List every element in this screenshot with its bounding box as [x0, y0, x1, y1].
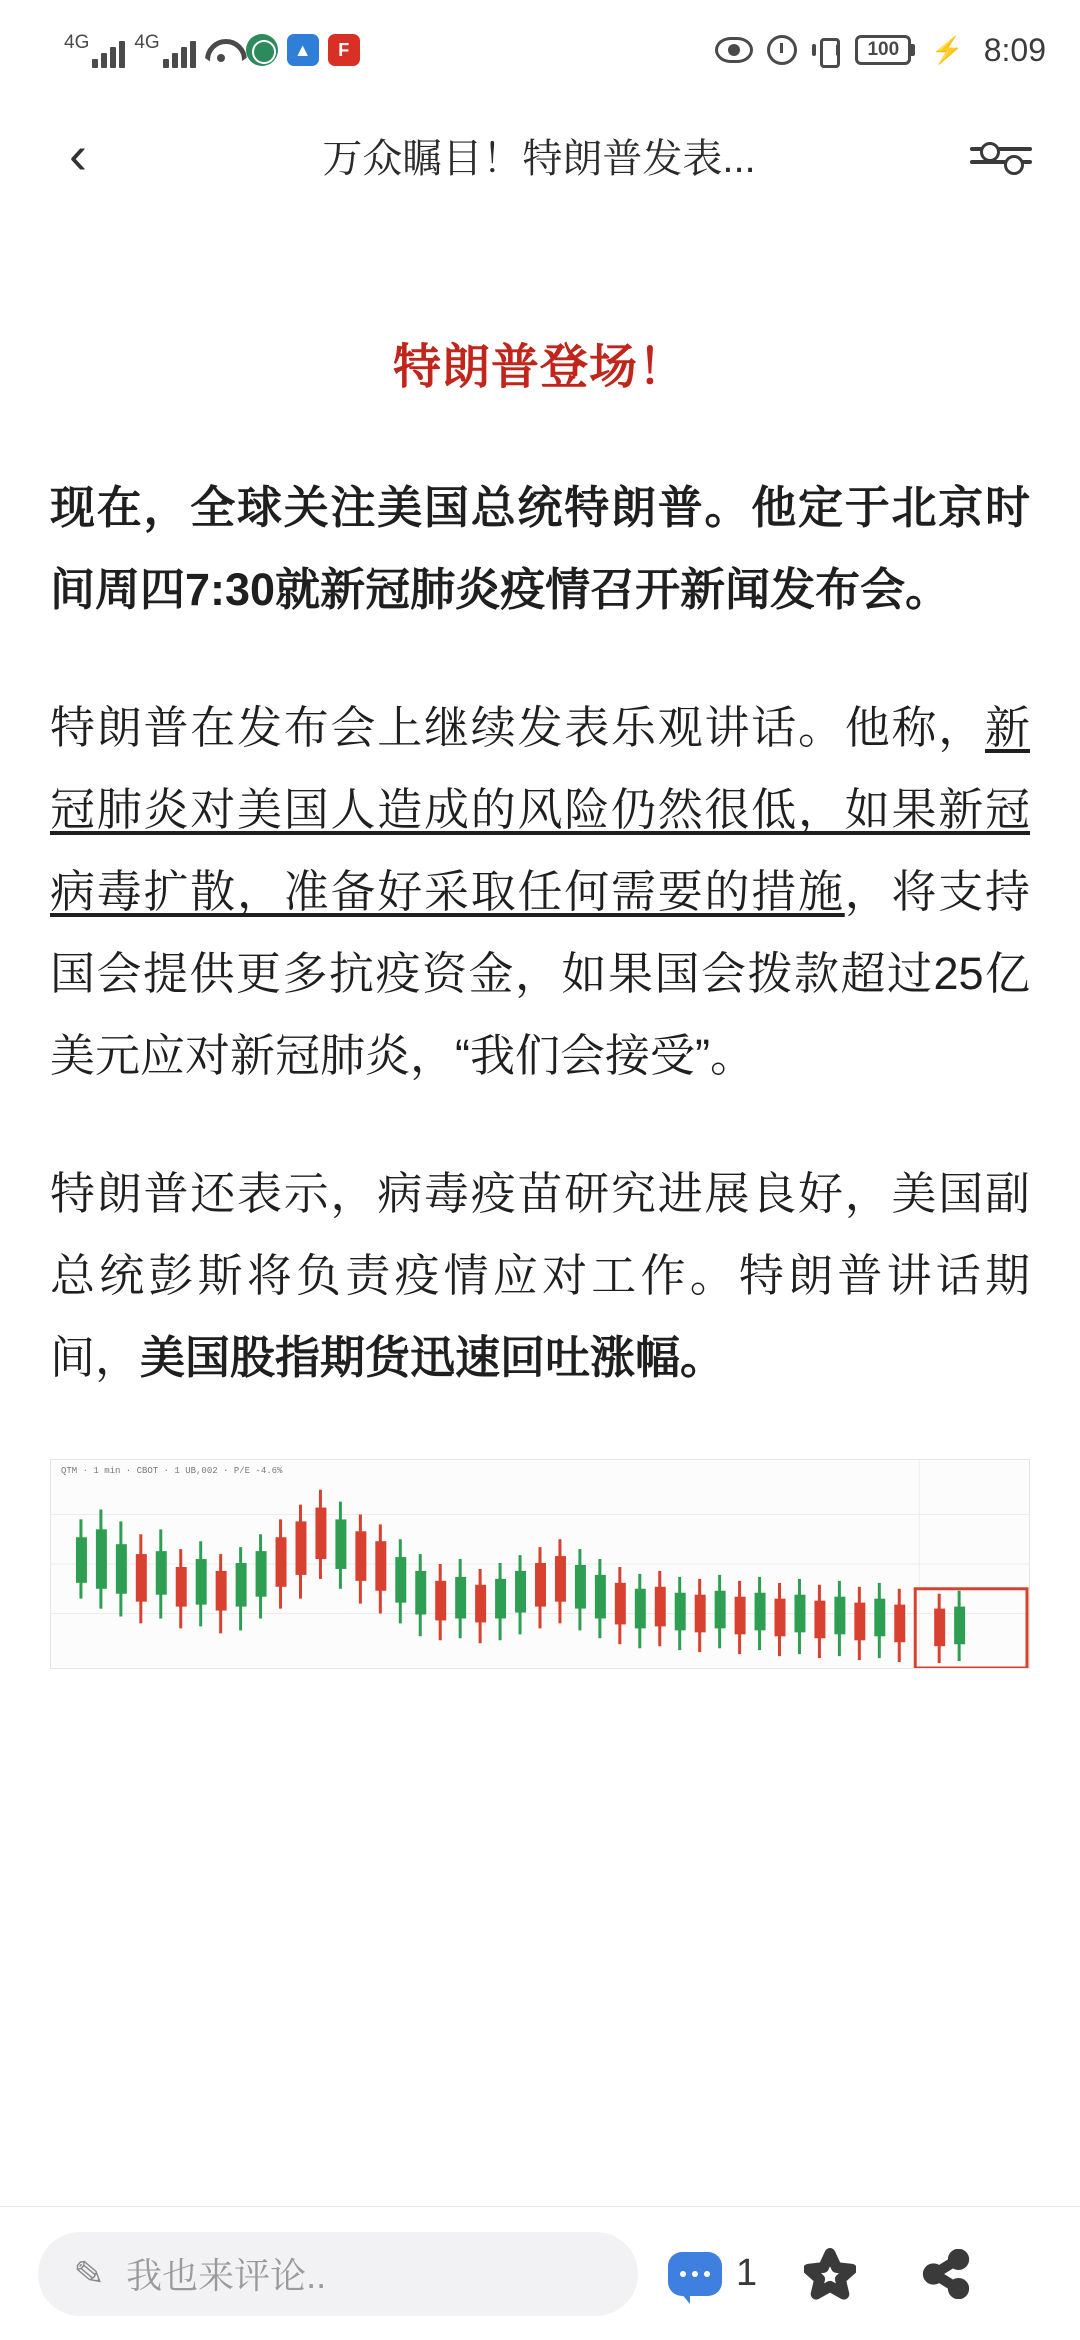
blue-app-icon: ▲ [287, 34, 319, 66]
status-bar-right [715, 32, 1046, 69]
battery-level-label: 100 [855, 35, 911, 65]
signal-indicator-sim1 [64, 33, 125, 68]
bottom-action-bar [0, 2206, 1080, 2340]
comment-input[interactable] [38, 2232, 638, 2316]
battery-cap [911, 44, 915, 56]
vibrate-icon [811, 35, 841, 65]
candlestick-chart-image[interactable] [50, 1459, 1030, 1669]
paragraph-2-run-2-underlined: 新冠肺炎对美国人造成的风险仍然很低，如果新冠病毒扩散，准备好采取任何需要的措施 [50, 702, 1030, 917]
globe-app-icon [246, 34, 278, 66]
red-app-icon: F [328, 34, 360, 66]
eye-comfort-icon [715, 37, 753, 63]
wifi-icon [205, 37, 237, 63]
paragraph-3-run-1: 特朗普还表示，病毒疫苗研究进展良好，美国副总统彭斯将负责疫情应对工作。特朗普讲话期间， [50, 1168, 1030, 1383]
favorite-button[interactable] [787, 2248, 873, 2300]
article-paragraph-2 [50, 687, 1030, 1097]
back-icon[interactable]: ‹ [69, 125, 87, 185]
comment-count-button[interactable] [668, 2252, 757, 2296]
pencil-icon: ✎ [72, 2251, 106, 2295]
clock-label: 8:09 [983, 31, 1046, 68]
page-title: 万众瞩目！特朗普发表... [322, 136, 756, 181]
network-type-label-sim1: 4G [64, 31, 90, 53]
article-paragraph-1 [50, 467, 1030, 631]
chart-svg [51, 1460, 1029, 1668]
alarm-icon [767, 35, 797, 65]
comment-input-placeholder: 我也来评论.. [126, 2255, 327, 2296]
status-bar-left [64, 33, 360, 68]
paragraph-2-run-3: ，将支持国会提供更多抗疫资金，如果国会拨款超过25亿美元应对新冠肺炎，“我们会接受”。 [50, 866, 1030, 1081]
comment-count-label: 1 [736, 2252, 758, 2294]
network-type-label-sim2: 4G [134, 31, 160, 53]
slider-row-bottom [970, 160, 1032, 164]
signal-bars-icon-sim1 [92, 40, 125, 68]
share-icon [921, 2249, 971, 2299]
signal-indicator-sim2 [134, 33, 195, 68]
article-headline: 特朗普登场！ [392, 341, 687, 394]
paragraph-3-run-2-bold: 美国股指期货迅速回吐涨幅。 [140, 1332, 726, 1383]
slider-row-top [970, 147, 1032, 151]
settings-sliders-icon[interactable] [970, 124, 1032, 186]
paragraph-1-run-1: 现在，全球关注美国总统特朗普。他定于北京时间周四7:30就新冠肺炎疫情召开新闻发布会。 [50, 482, 1030, 615]
charging-bolt-icon: ⚡ [931, 34, 964, 65]
star-icon [804, 2248, 856, 2300]
signal-bars-icon-sim2 [163, 40, 196, 68]
comment-bubble-icon [668, 2252, 722, 2296]
battery-icon [855, 35, 915, 65]
paragraph-2-run-1: 特朗普在发布会上继续发表乐观讲话。他称， [50, 702, 985, 753]
status-bar [0, 0, 1080, 100]
article-paragraph-3 [50, 1153, 1030, 1399]
navigation-bar [0, 100, 1080, 210]
share-button[interactable] [903, 2249, 989, 2299]
article-content[interactable] [0, 210, 1080, 2206]
chart-caption: QTM · 1 min · CBOT · 1 UB,002 · P/E -4.6% [61, 1466, 283, 1476]
